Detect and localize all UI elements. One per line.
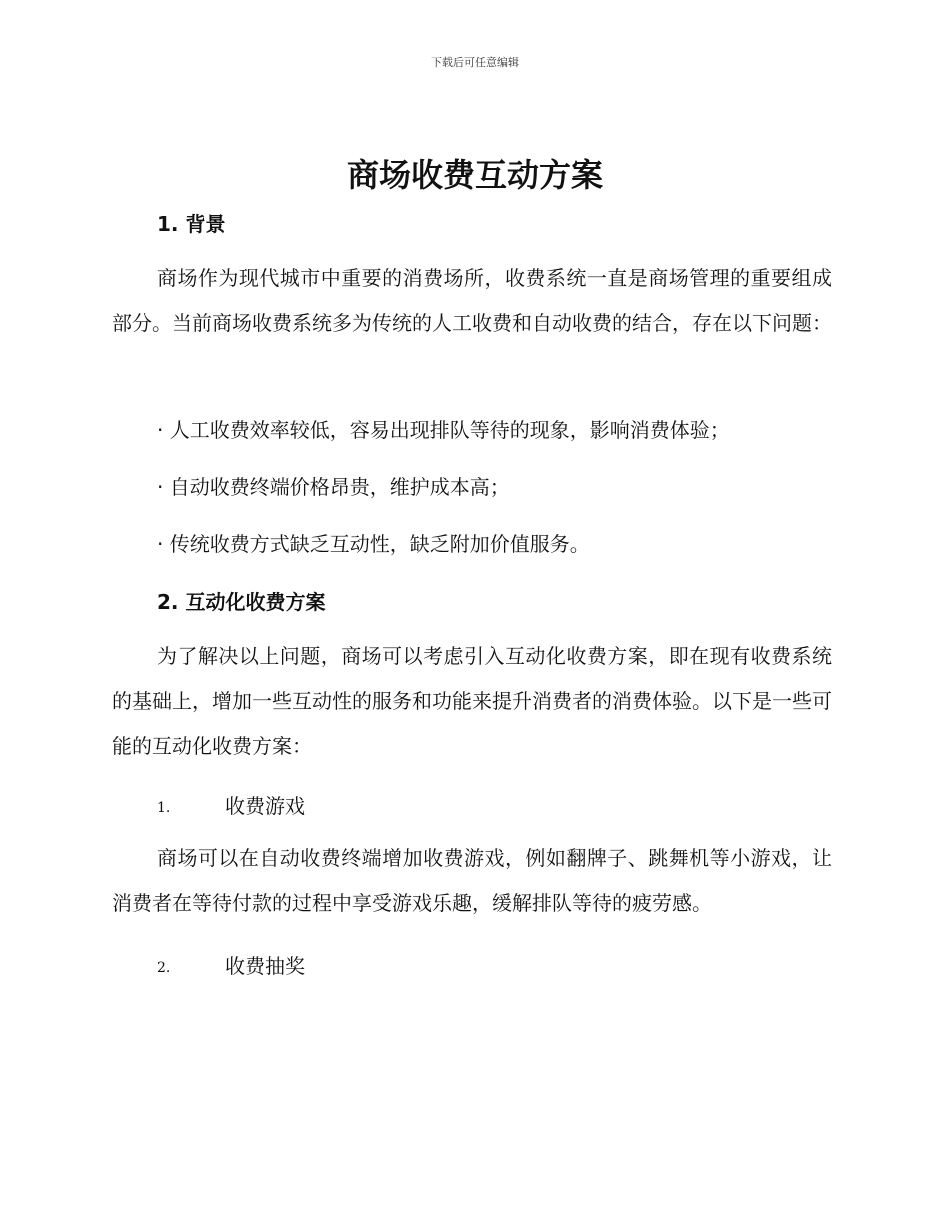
bullet-item: · 传统收费方式缺乏互动性，缺乏附加价值服务。	[157, 532, 590, 556]
item-number: 2.	[157, 959, 171, 976]
plan-intro-paragraph: 为了解决以上问题，商场可以考虑引入互动化收费方案，即在现有收费系统的基础上，增加一些互动性的服务和功能来提升消费者的消费体验。以下是一些可能的互动化收费方案：	[112, 644, 832, 758]
header-note: 下载后可任意编辑	[431, 56, 519, 69]
bullet-item: · 人工收费效率较低，容易出现排队等待的现象，影响消费体验；	[157, 418, 730, 442]
section-heading-interactive-plan: 2. 互动化收费方案	[157, 590, 326, 614]
item-label: 收费抽奖	[225, 954, 305, 978]
item-label: 收费游戏	[225, 794, 305, 818]
numbered-item	[157, 790, 305, 819]
numbered-item	[157, 950, 305, 979]
bullet-item: · 自动收费终端价格昂贵，维护成本高；	[157, 475, 510, 499]
item-paragraph: 商场可以在自动收费终端增加收费游戏，例如翻牌子、跳舞机等小游戏，让消费者在等待付款的过程中享受游戏乐趣，缓解排队等待的疲劳感。	[112, 846, 832, 915]
section-heading-background: 1. 背景	[157, 212, 226, 236]
item-number: 1.	[157, 799, 171, 816]
background-paragraph: 商场作为现代城市中重要的消费场所，收费系统一直是商场管理的重要组成部分。当前商场收费系统多为传统的人工收费和自动收费的结合，存在以下问题：	[112, 266, 832, 335]
document-title: 商场收费互动方案	[346, 156, 603, 194]
